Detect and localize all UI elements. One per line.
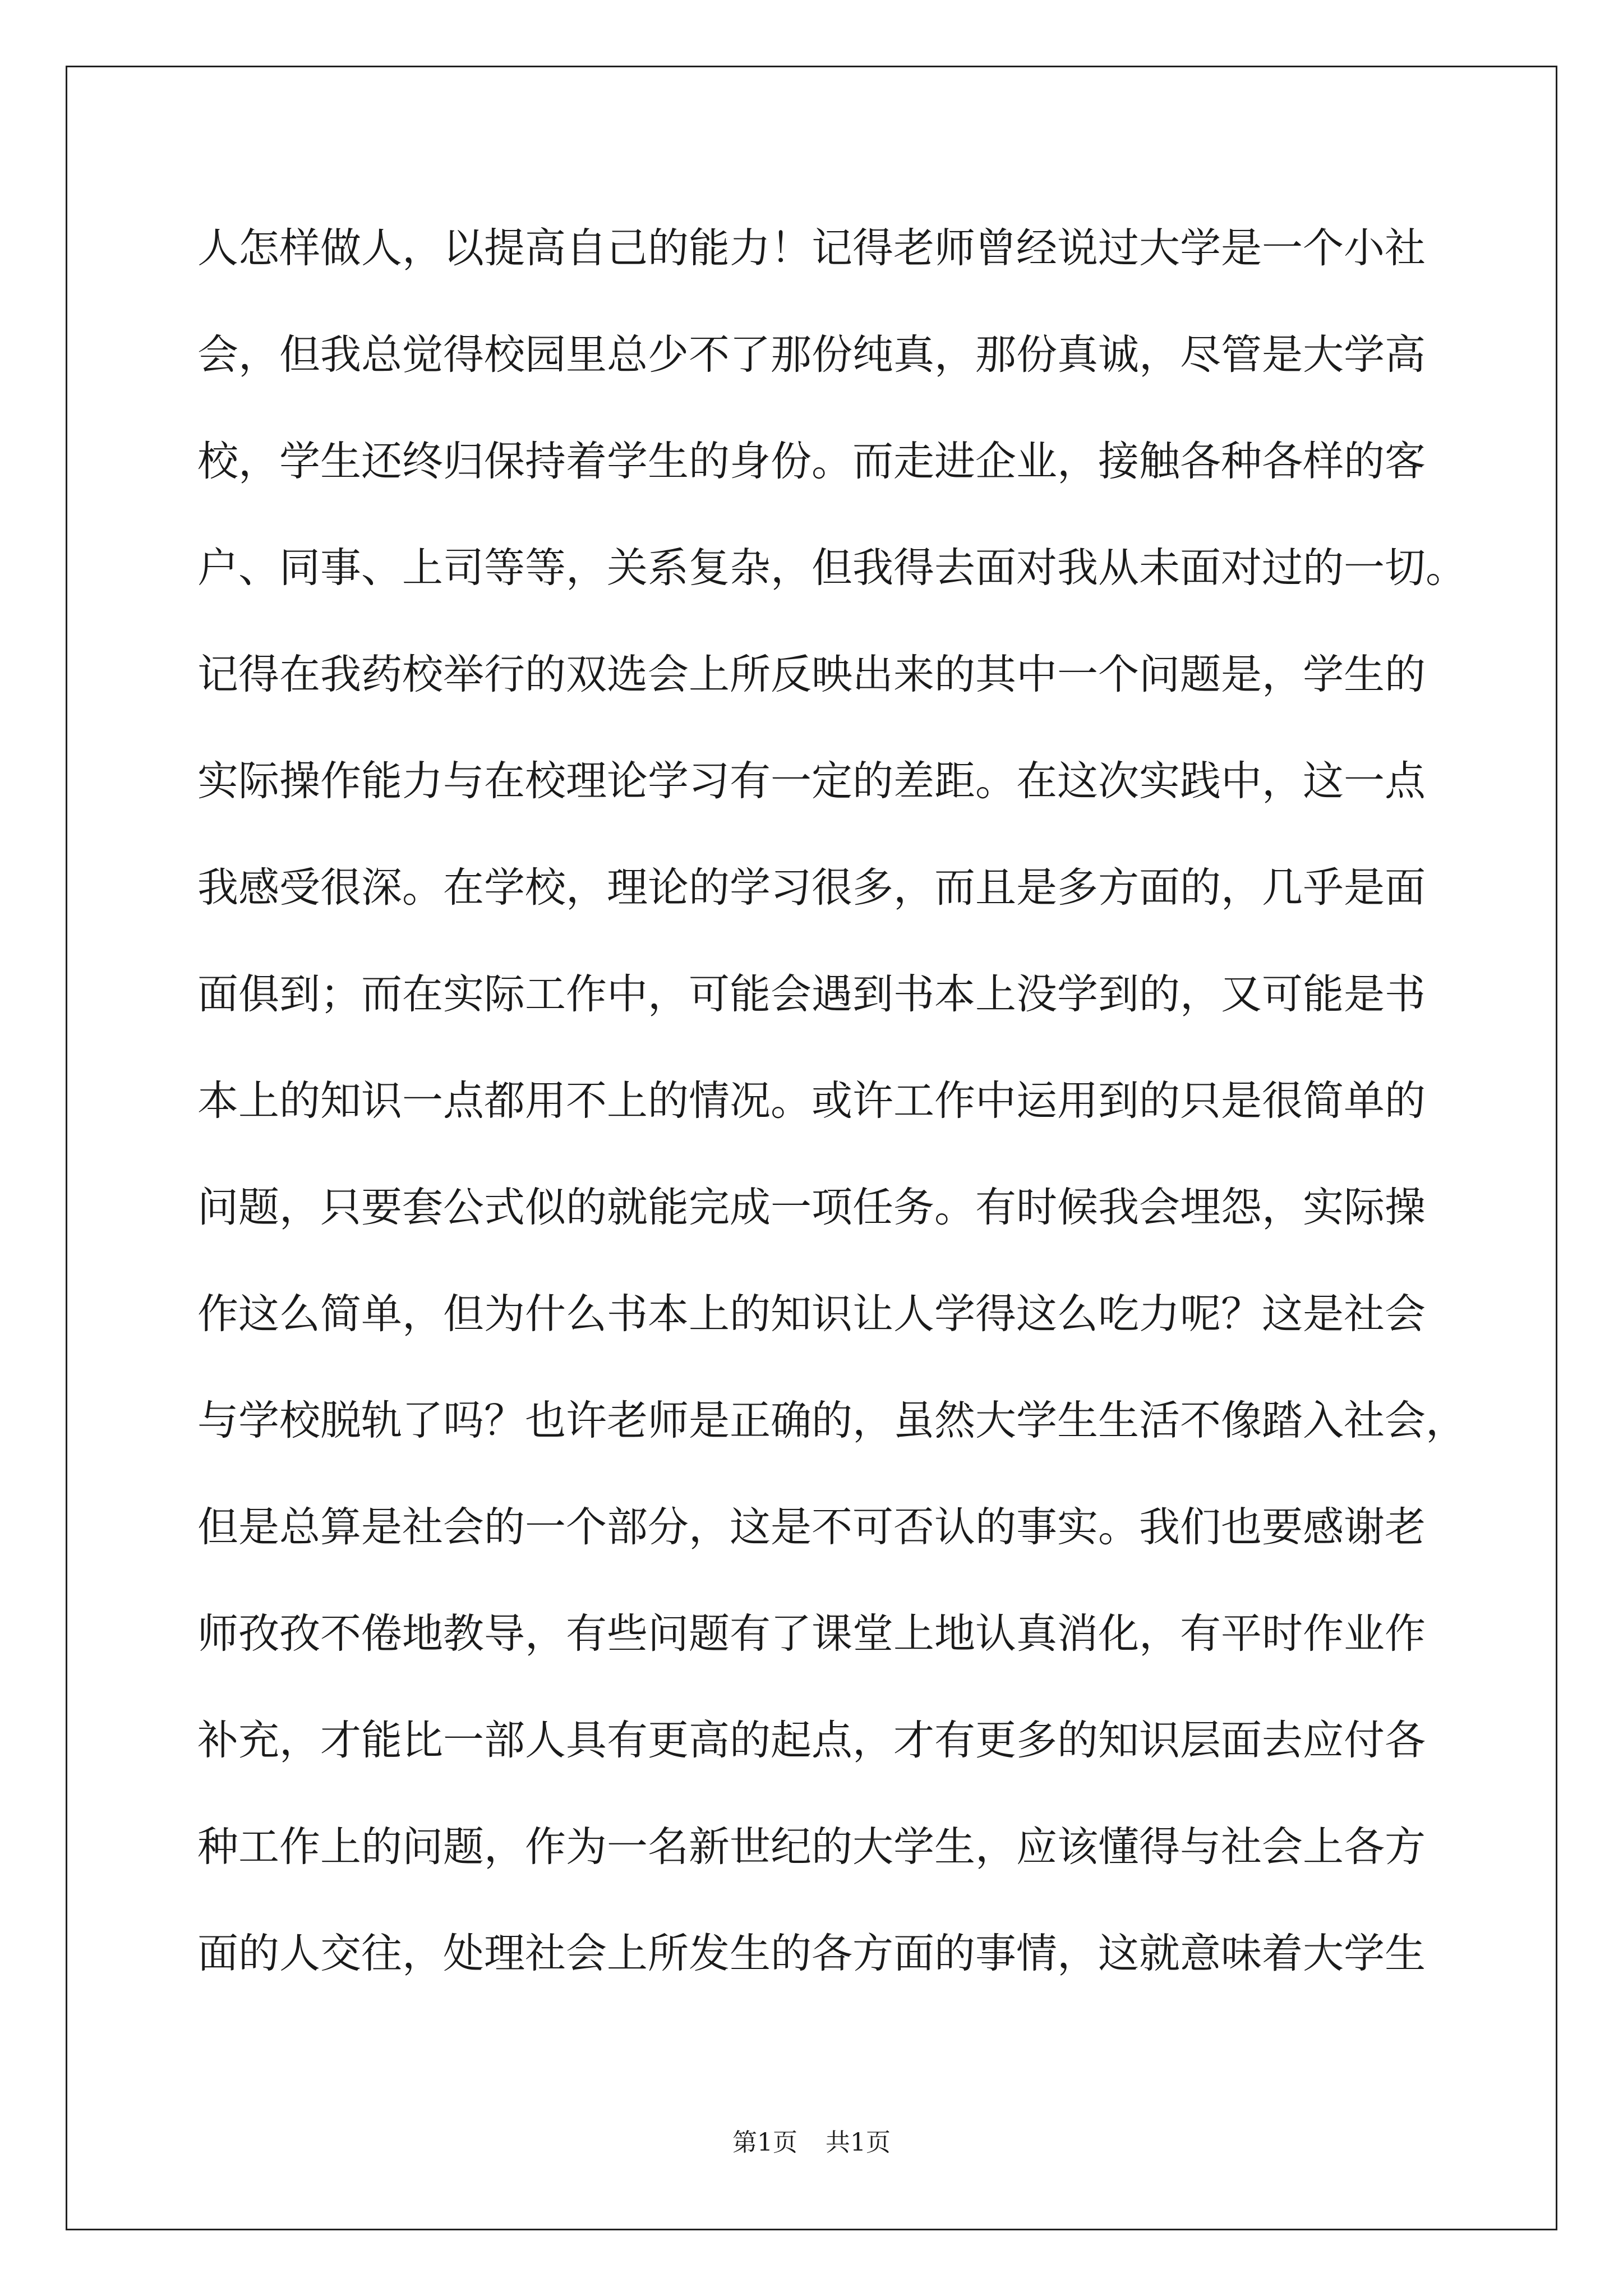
text-line: 本上的知识一点都用不上的情况。或许工作中运用到的只是很简单的: [197, 1077, 1426, 1125]
text-line: 种工作上的问题，作为一名新世纪的大学生，应该懂得与社会上各方: [197, 1823, 1426, 1871]
page-number-current: 第1页: [732, 2128, 797, 2157]
page-number-total: 共1页: [826, 2128, 891, 2157]
page-footer: [0, 2126, 1623, 2160]
text-line: 面的人交往，处理社会上所发生的各方面的事情，这就意味着大学生: [197, 1930, 1426, 1977]
body-text: [197, 195, 1532, 2007]
text-line: 户、同事、上司等等，关系复杂，但我得去面对我从未面对过的一切。: [197, 544, 1467, 592]
text-line: 实际操作能力与在校理论学习有一定的差距。在这次实践中，这一点: [197, 757, 1426, 805]
text-line: 校，学生还终归保持着学生的身份。而走进企业，接触各种各样的客: [197, 438, 1426, 485]
text-line: 作这么简单，但为什么书本上的知识让人学得这么吃力呢？这是社会: [197, 1290, 1426, 1338]
text-line: 面俱到；而在实际工作中，可能会遇到书本上没学到的，又可能是书: [197, 970, 1426, 1018]
text-line: 会，但我总觉得校园里总少不了那份纯真，那份真诚，尽管是大学高: [197, 331, 1426, 379]
text-line: 但是总算是社会的一个部分，这是不可否认的事实。我们也要感谢老: [197, 1503, 1426, 1551]
text-line: 我感受很深。在学校，理论的学习很多，而且是多方面的，几乎是面: [197, 864, 1426, 912]
text-line: 师孜孜不倦地教导，有些问题有了课堂上地认真消化，有平时作业作: [197, 1610, 1426, 1658]
text-line: 记得在我药校举行的双选会上所反映出来的其中一个问题是，学生的: [197, 651, 1426, 698]
text-line: 补充，才能比一部人具有更高的起点，才有更多的知识层面去应付各: [197, 1717, 1426, 1764]
text-line: 人怎样做人，以提高自己的能力！记得老师曾经说过大学是一个小社: [197, 224, 1426, 272]
text-line: 问题，只要套公式似的就能完成一项任务。有时候我会埋怨，实际操: [197, 1184, 1426, 1231]
text-line: 与学校脱轨了吗？也许老师是正确的，虽然大学生生活不像踏入社会，: [197, 1397, 1467, 1444]
